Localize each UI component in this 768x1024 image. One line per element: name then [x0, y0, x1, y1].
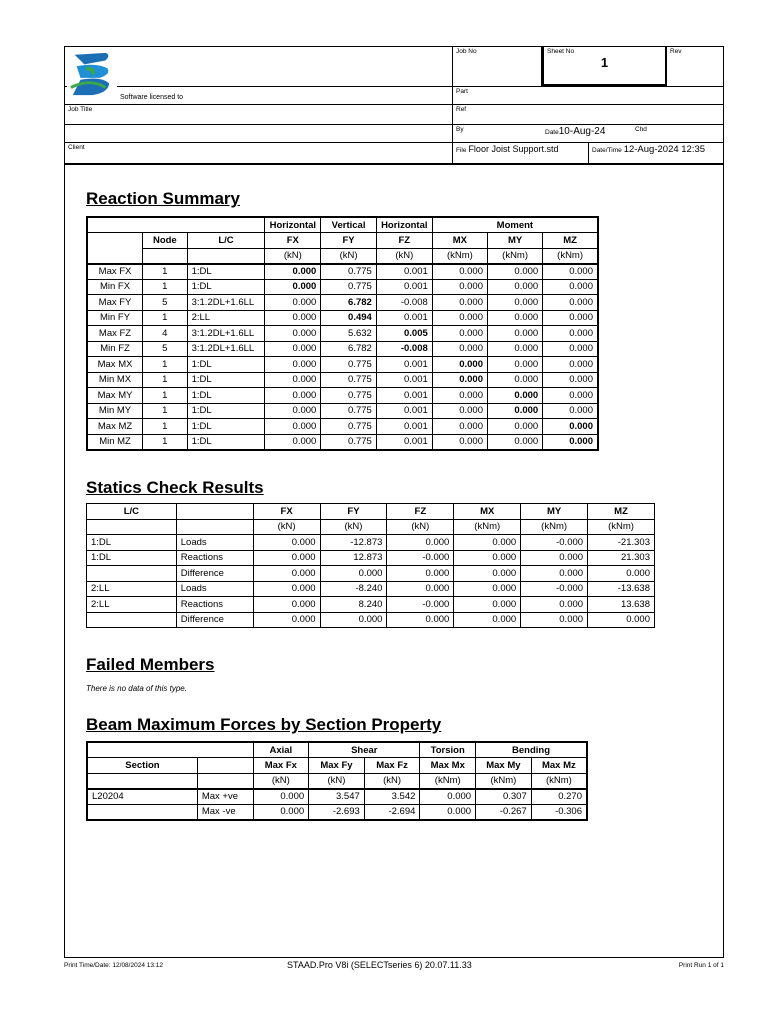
product-name: STAAD.Pro V8i (SELECTseries 6) 20.07.11.33	[287, 960, 472, 970]
my-cell: 0.000	[487, 372, 542, 388]
job-no-cell	[453, 47, 542, 86]
mx-cell: 0.000	[454, 597, 521, 613]
mx-cell: 0.000	[432, 372, 487, 388]
fy-cell: 0.775	[321, 434, 377, 450]
type-cell: Loads	[176, 535, 253, 551]
part-cell	[453, 87, 723, 104]
client-label: Client	[68, 144, 85, 151]
table-row	[87, 310, 598, 326]
mx-cell: 0.000	[432, 310, 487, 326]
mx-cell: 0.000	[454, 535, 521, 551]
row-label: Min FZ	[87, 341, 143, 357]
fx-cell: 0.000	[265, 434, 321, 450]
column-header: Max Fz	[364, 758, 420, 774]
fx-cell: 0.000	[253, 612, 320, 628]
fy-cell: 0.775	[321, 388, 377, 404]
date-cell	[542, 125, 632, 142]
print-run: Print Run 1 of 1	[678, 962, 724, 969]
beam-forces-title: Beam Maximum Forces by Section Property	[86, 715, 442, 734]
lc-cell: 3:1.2DL+1.6LL	[187, 341, 265, 357]
sheet-no-value: 1	[600, 55, 609, 70]
datetime-value: 12-Aug-2024 12:35	[623, 144, 706, 155]
mx-cell: 0.000	[432, 434, 487, 450]
rev-label: Rev	[670, 48, 682, 55]
fy-cell: 0.775	[321, 279, 377, 295]
fy-cell: 12.873	[320, 550, 387, 566]
column-header: MY	[487, 233, 542, 249]
mx-cell: 0.000	[454, 612, 521, 628]
lc-cell: 1:DL	[87, 550, 177, 566]
table-row	[87, 550, 655, 566]
lc-cell: 1:DL	[187, 388, 265, 404]
my-cell: 0.000	[487, 341, 542, 357]
table-row	[87, 419, 598, 435]
lc-cell: 3:1.2DL+1.6LL	[187, 295, 265, 311]
statics-check-table	[86, 503, 655, 628]
column-header: Max My	[476, 758, 532, 774]
fy-cell: -12.873	[320, 535, 387, 551]
node-cell: 1	[143, 372, 188, 388]
fz-cell: 0.001	[376, 388, 432, 404]
date-label: Date	[545, 129, 559, 136]
ref-cell	[453, 105, 723, 124]
mz-cell: 0.000	[543, 419, 598, 435]
column-header: MX	[454, 504, 521, 520]
type-cell: Reactions	[176, 550, 253, 566]
group-header: Axial	[253, 742, 309, 758]
fz-cell: 0.001	[376, 264, 432, 280]
type-cell: Loads	[176, 581, 253, 597]
column-header: MX	[432, 233, 487, 249]
failed-members-note: There is no data of this type.	[86, 684, 187, 693]
table-row	[87, 597, 655, 613]
sheet-no-label: Sheet No	[547, 48, 575, 55]
sheet-no-cell	[542, 47, 667, 86]
unit-label: (kN)	[309, 773, 365, 789]
file-value: Floor Joist Support.std	[468, 144, 559, 154]
node-cell: 4	[143, 326, 188, 342]
fz-cell: -0.000	[387, 597, 454, 613]
licensed-area	[65, 87, 453, 104]
beam-forces-table	[86, 741, 588, 821]
unit-label: (kNm)	[531, 773, 587, 789]
row-label: Max FZ	[87, 326, 143, 342]
part-label: Part	[456, 88, 468, 95]
row-label: Max MX	[87, 357, 143, 373]
blank-cell	[65, 125, 453, 142]
my-cell: 0.000	[521, 612, 588, 628]
mz-cell: 0.000	[543, 388, 598, 404]
fz-cell: 0.001	[376, 419, 432, 435]
table-row	[87, 804, 587, 820]
my-cell: 0.000	[521, 597, 588, 613]
lc-cell: 1:DL	[187, 279, 265, 295]
ref-label: Ref	[456, 106, 467, 113]
my-cell: 0.000	[487, 326, 542, 342]
node-cell: 1	[143, 403, 188, 419]
job-title-cell	[65, 105, 453, 124]
fz-cell: 0.001	[376, 434, 432, 450]
row-label: Max FY	[87, 295, 143, 311]
group-header: Horizontal	[265, 217, 321, 233]
fx-cell: 0.000	[253, 535, 320, 551]
column-header: FZ	[376, 233, 432, 249]
unit-label: (kN)	[253, 773, 309, 789]
mz-cell: 0.000	[543, 295, 598, 311]
fz-cell: -2.694	[364, 804, 420, 820]
table-row	[87, 295, 598, 311]
unit-label: (kNm)	[487, 248, 542, 264]
row-label: Max MY	[87, 388, 143, 404]
fz-cell: 0.000	[387, 566, 454, 582]
column-header: FY	[321, 233, 377, 249]
mz-cell: 0.000	[543, 403, 598, 419]
mz-cell: -0.306	[531, 804, 587, 820]
fz-cell: 0.001	[376, 279, 432, 295]
column-header: MZ	[543, 233, 598, 249]
mz-cell: 0.000	[543, 264, 598, 280]
row-label: Min FY	[87, 310, 143, 326]
table-row	[87, 372, 598, 388]
column-header: FY	[320, 504, 387, 520]
software-licensed-text: Software licensed to	[120, 94, 184, 101]
fx-cell: 0.000	[253, 789, 309, 805]
unit-label: (kN)	[265, 248, 321, 264]
fx-cell: 0.000	[265, 264, 321, 280]
statics-check-title: Statics Check Results	[86, 478, 264, 497]
fx-cell: 0.000	[253, 550, 320, 566]
unit-label: (kNm)	[454, 519, 521, 535]
column-header: MY	[521, 504, 588, 520]
my-cell: 0.000	[521, 550, 588, 566]
job-no-label: Job No	[456, 48, 477, 55]
mz-cell: 13.638	[588, 597, 655, 613]
column-header: Max Fy	[309, 758, 365, 774]
unit-label: (kNm)	[521, 519, 588, 535]
table-row	[87, 612, 655, 628]
mx-cell: 0.000	[432, 295, 487, 311]
lc-cell	[87, 612, 177, 628]
unit-label: (kNm)	[432, 248, 487, 264]
type-cell: Reactions	[176, 597, 253, 613]
table-row	[87, 789, 587, 805]
group-header: Horizontal	[376, 217, 432, 233]
mz-cell: 0.000	[543, 326, 598, 342]
failed-members-title: Failed Members	[86, 655, 215, 674]
fz-cell: 0.001	[376, 357, 432, 373]
lc-cell: 1:DL	[187, 372, 265, 388]
fy-cell: -2.693	[309, 804, 365, 820]
fx-cell: 0.000	[265, 326, 321, 342]
client-cell	[65, 143, 453, 163]
reaction-summary-table	[86, 216, 599, 451]
mx-cell: 0.000	[454, 550, 521, 566]
column-header: L/C	[87, 504, 177, 520]
row-label: Max FX	[87, 264, 143, 280]
section-cell	[87, 804, 197, 820]
mz-cell: -21.303	[588, 535, 655, 551]
fy-cell: 5.632	[321, 326, 377, 342]
table-row	[87, 581, 655, 597]
column-header: Max Mx	[420, 758, 476, 774]
row-label: Max MZ	[87, 419, 143, 435]
table-row	[87, 434, 598, 450]
type-cell: Max -ve	[197, 804, 253, 820]
column-header: FX	[253, 504, 320, 520]
mz-cell: 0.000	[543, 279, 598, 295]
mz-cell: 0.000	[588, 566, 655, 582]
lc-cell: 2:LL	[187, 310, 265, 326]
mx-cell: 0.000	[420, 789, 476, 805]
node-cell: 1	[143, 264, 188, 280]
column-header: FX	[265, 233, 321, 249]
my-cell: 0.000	[487, 434, 542, 450]
my-cell: 0.000	[487, 264, 542, 280]
datetime-label: Date/Time	[592, 147, 622, 154]
column-header: Max Mz	[531, 758, 587, 774]
fz-cell: 0.000	[387, 535, 454, 551]
fz-cell: 3.542	[364, 789, 420, 805]
column-header: Max Fx	[253, 758, 309, 774]
fx-cell: 0.000	[265, 279, 321, 295]
table-row	[87, 357, 598, 373]
fx-cell: 0.000	[265, 341, 321, 357]
logo-area	[65, 47, 453, 87]
fy-cell: -8.240	[320, 581, 387, 597]
table-row	[87, 535, 655, 551]
fy-cell: 0.000	[320, 566, 387, 582]
datetime-cell	[589, 143, 723, 163]
my-cell: 0.000	[487, 419, 542, 435]
node-cell: 1	[143, 434, 188, 450]
column-header	[87, 233, 143, 264]
by-cell	[453, 125, 542, 142]
lc-cell: 1:DL	[187, 419, 265, 435]
lc-cell: 1:DL	[187, 357, 265, 373]
column-header: MZ	[588, 504, 655, 520]
table-row	[87, 566, 655, 582]
table-row	[87, 403, 598, 419]
fz-cell: 0.005	[376, 326, 432, 342]
fx-cell: 0.000	[253, 566, 320, 582]
fx-cell: 0.000	[253, 804, 309, 820]
my-cell: -0.000	[521, 535, 588, 551]
column-header: L/C	[187, 233, 265, 249]
fx-cell: 0.000	[265, 357, 321, 373]
my-cell: 0.000	[487, 388, 542, 404]
unit-label: (kN)	[376, 248, 432, 264]
fz-cell: 0.000	[387, 612, 454, 628]
table-row	[87, 388, 598, 404]
mx-cell: 0.000	[454, 566, 521, 582]
unit-label: (kN)	[364, 773, 420, 789]
chd-cell	[632, 125, 723, 142]
fy-cell: 0.775	[321, 419, 377, 435]
my-cell: 0.307	[476, 789, 532, 805]
file-label: File	[456, 147, 467, 154]
type-cell: Max +ve	[197, 789, 253, 805]
fz-cell: -0.000	[387, 550, 454, 566]
unit-label: (kNm)	[476, 773, 532, 789]
fz-cell: -0.008	[376, 341, 432, 357]
fy-cell: 0.775	[321, 264, 377, 280]
mx-cell: 0.000	[432, 326, 487, 342]
mx-cell: 0.000	[432, 264, 487, 280]
row-label: Min MX	[87, 372, 143, 388]
fy-cell: 3.547	[309, 789, 365, 805]
fy-cell: 6.782	[321, 341, 377, 357]
node-cell: 1	[143, 310, 188, 326]
mz-cell: 0.000	[543, 372, 598, 388]
mz-cell: 0.000	[543, 310, 598, 326]
fz-cell: 0.000	[387, 581, 454, 597]
group-header: Bending	[476, 742, 587, 758]
mx-cell: 0.000	[432, 388, 487, 404]
fy-cell: 0.494	[321, 310, 377, 326]
lc-cell	[87, 566, 177, 582]
fy-cell: 0.775	[321, 403, 377, 419]
reaction-summary-title: Reaction Summary	[86, 189, 240, 208]
fz-cell: 0.001	[376, 372, 432, 388]
row-label: Min MZ	[87, 434, 143, 450]
mz-cell: 0.000	[543, 357, 598, 373]
type-cell: Difference	[176, 566, 253, 582]
mx-cell: 0.000	[432, 341, 487, 357]
date-value: 10-Aug-24	[558, 126, 606, 137]
mz-cell: -13.638	[588, 581, 655, 597]
my-cell: 0.000	[487, 310, 542, 326]
node-cell: 5	[143, 341, 188, 357]
fx-cell: 0.000	[253, 581, 320, 597]
group-header: Vertical	[321, 217, 377, 233]
mz-cell: 21.303	[588, 550, 655, 566]
mx-cell: 0.000	[432, 357, 487, 373]
mx-cell: 0.000	[420, 804, 476, 820]
column-header: Node	[143, 233, 188, 249]
unit-label: (kN)	[387, 519, 454, 535]
fx-cell: 0.000	[265, 388, 321, 404]
rev-cell	[667, 47, 723, 86]
fx-cell: 0.000	[265, 403, 321, 419]
mx-cell: 0.000	[432, 403, 487, 419]
node-cell: 1	[143, 388, 188, 404]
row-label: Min FX	[87, 279, 143, 295]
mz-cell: 0.000	[543, 434, 598, 450]
chd-label: Chd	[635, 126, 647, 133]
lc-cell: 1:DL	[187, 434, 265, 450]
row-label: Min MY	[87, 403, 143, 419]
my-cell: 0.000	[487, 295, 542, 311]
unit-label: (kN)	[321, 248, 377, 264]
page-frame	[64, 46, 724, 958]
lc-cell: 2:LL	[87, 581, 177, 597]
mx-cell: 0.000	[432, 279, 487, 295]
fz-cell: 0.001	[376, 403, 432, 419]
fy-cell: 6.782	[321, 295, 377, 311]
job-title-label: Job Title	[68, 106, 93, 113]
group-header: Torsion	[420, 742, 476, 758]
mx-cell: 0.000	[454, 581, 521, 597]
lc-cell: 1:DL	[187, 264, 265, 280]
mz-cell: 0.270	[531, 789, 587, 805]
unit-label: (kNm)	[543, 248, 598, 264]
fx-cell: 0.000	[265, 295, 321, 311]
file-cell	[453, 143, 589, 163]
my-cell: 0.000	[487, 403, 542, 419]
my-cell: -0.267	[476, 804, 532, 820]
fy-cell: 8.240	[320, 597, 387, 613]
mz-cell: 0.000	[588, 612, 655, 628]
my-cell: -0.000	[521, 581, 588, 597]
node-cell: 5	[143, 295, 188, 311]
column-header: Section	[87, 758, 197, 774]
lc-cell: 2:LL	[87, 597, 177, 613]
mz-cell: 0.000	[543, 341, 598, 357]
unit-label: (kNm)	[420, 773, 476, 789]
node-cell: 1	[143, 279, 188, 295]
fx-cell: 0.000	[265, 419, 321, 435]
unit-label: (kN)	[253, 519, 320, 535]
lc-cell: 1:DL	[87, 535, 177, 551]
table-row	[87, 264, 598, 280]
table-row	[87, 326, 598, 342]
my-cell: 0.000	[521, 566, 588, 582]
fy-cell: 0.775	[321, 372, 377, 388]
group-header: Shear	[309, 742, 420, 758]
fy-cell: 0.775	[321, 357, 377, 373]
lc-cell: 1:DL	[187, 403, 265, 419]
column-header	[176, 504, 253, 520]
column-header: FZ	[387, 504, 454, 520]
type-cell: Difference	[176, 612, 253, 628]
my-cell: 0.000	[487, 357, 542, 373]
my-cell: 0.000	[487, 279, 542, 295]
node-cell: 1	[143, 419, 188, 435]
fx-cell: 0.000	[265, 310, 321, 326]
by-label: By	[456, 126, 464, 133]
mx-cell: 0.000	[432, 419, 487, 435]
print-time: Print Time/Date: 12/08/2024 13:12	[64, 962, 164, 969]
column-header	[197, 758, 253, 774]
fx-cell: 0.000	[265, 372, 321, 388]
group-header: Moment	[432, 217, 598, 233]
table-row	[87, 341, 598, 357]
section-cell: L20204	[87, 789, 197, 805]
unit-label: (kN)	[320, 519, 387, 535]
lc-cell: 3:1.2DL+1.6LL	[187, 326, 265, 342]
title-block	[64, 46, 724, 165]
unit-label: (kNm)	[588, 519, 655, 535]
table-row	[87, 279, 598, 295]
fz-cell: -0.008	[376, 295, 432, 311]
fx-cell: 0.000	[253, 597, 320, 613]
fy-cell: 0.000	[320, 612, 387, 628]
node-cell: 1	[143, 357, 188, 373]
fz-cell: 0.001	[376, 310, 432, 326]
